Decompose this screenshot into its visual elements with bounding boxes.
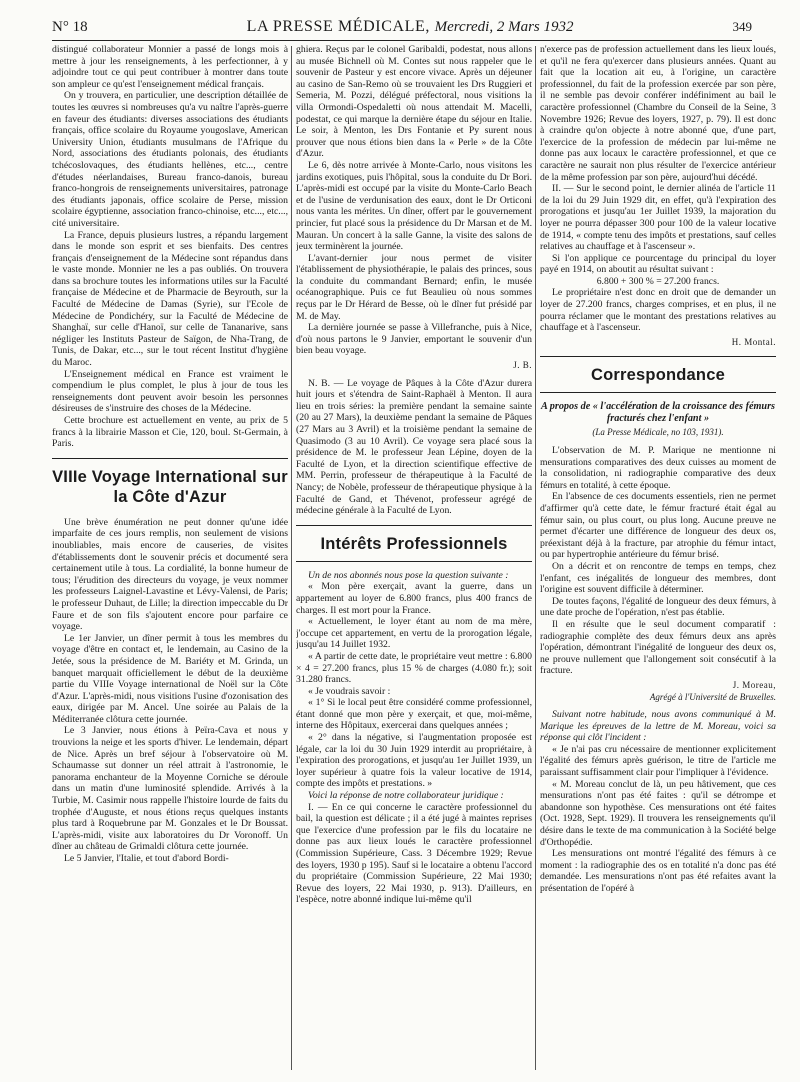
column-3 — [540, 44, 776, 1074]
paragraph: On y trouvera, en particulier, une description détaillée de toutes les œuvres si nombreuses qu'a vu naître l'après-guerre en faveur des étudiants: diverses associations des étudiants français, office scolaire du Royaume yougoslave, American University Union, étudiants musulmans de l'Afrique du Nord, associations des étudiants polonais, des étudiants tchécoslovaques, des étudiants hellènes, etc..., centre d'études néerlandaises, Bureau franco-danois, bureau franco-hongrois de renseignements universitaires, patronage des étudiants japonais, office scolaire de Perse, mission scolaire égyptienne, association franco-chinoise, etc..., etc..., cité universitaire. — [52, 90, 288, 229]
paragraph: « Mon père exerçait, avant la guerre, dans un appartement au loyer de 6.800 francs, plus 400 francs de charges. Il est mort pour la France. — [296, 581, 532, 616]
paragraph: On a décrit et on rencontre de temps en temps, chez l'enfant, ces inégalités de longueur des membres, dont l'origine est souvent difficile à déterminer. — [540, 560, 776, 596]
journal-masthead — [247, 18, 574, 36]
paragraph: Une brève énumération ne peut donner qu'une idée imparfaite de ces jours remplis, non seulement de visions inoubliables, mais encore de causeries, de visites d'établissements dont le souvenir précis et documenté sera certainement utile à tous. La cordialité, la bonne humeur de tous; l'érudition des directeurs du voyage, je veux nommer les professeurs Laignel-Lavastine et Lévy-Valensi, de Paris; le professeur Duhaut, de Lille; la direction impeccable du Dr Faure et de son fils s'ajoutent encore pour parfaire ce voyage. — [52, 516, 288, 633]
paragraph: n'exerce pas de profession actuellement dans les lieux loués, et qu'il ne fera qu'exercer dans plusieurs années. Quant au fait que la location ait eu, à l'origine, un caractère professionnel, du fait de la profession exercée par son père, il ne semble pas devoir conférer indéfiniment au bail le caractère professionnel (Chambre du Conseil de la Seine, 3 Novembre 1926; Revue des loyers, 1927, p. 79). Il est donc à craindre qu'on objecte à notre abonné que, d'une part, l'exercice de la profession de médecin par lui-même ne donne pas aux locaux le caractère professionnel, et que ce caractère ne saurait non plus résulter de l'exercice antérieur de la même profession par son père, aujourd'hui décédé. — [540, 44, 776, 183]
paragraph: distingué collaborateur Monnier a passé de longs mois à mettre à jour les renseignements, à les perfectionner, à y adjoindre tout ce qui peut contribuer à montrer dans toute son ampleur ce qu'est l'enseignement médical français. — [52, 44, 288, 90]
formula: 6.800 + 300 % = 27.200 francs. — [596, 275, 720, 287]
paragraph: Cette brochure est actuellement en vente, au prix de 5 francs à la librairie Masson et Cie, 120, boul. St-Germain, à Paris. — [52, 415, 288, 450]
column-divider — [535, 46, 536, 1070]
signature: H. Montal. — [731, 336, 776, 347]
paragraph: Le 1er Janvier, un dîner permit à tous les membres du voyage d'être en contact et, le lendemain, au Casino de la Jetée, sous la présidence de M. Bariéty et M. Grinda, un banquet marquait officiellement le début de la deuxième partie du VIIIe Voyage international de Noël sur la Côte d'Azur. L'après-midi, nous visitions l'usine d'ozonisation des eaux, dirigée par M. Ancel. Une soirée au Palais de la Méditerranée clôtura cette journée. — [52, 632, 288, 725]
section-title: Intérêts Professionnels — [296, 525, 532, 562]
paragraph: « Actuellement, le loyer étant au nom de ma mère, j'occupe cet appartement, en vertu de la prorogation légale, jusqu'au 14 Juillet 1932. — [296, 616, 532, 651]
page-header — [52, 18, 752, 41]
column-2 — [296, 44, 532, 1074]
paragraph: L'Enseignement médical en France est vraiment le compendium le plus complet, le plus à jour de tous les renseignements dont peuvent avoir besoin les personnes désireuses de s'instruire des choses de la Médecine. — [52, 368, 288, 415]
intro-text: Un de nos abonnés nous pose la question suivante : — [308, 569, 509, 581]
paragraph: I. — En ce qui concerne le caractère professionnel du bail, la question est délicate ; il a été jugé à maintes reprises que l'exercice d'une profession par le fils du locataire ne donne pas aux lieux loués le caractère professionnel (Commission Supérieure, Cass. 3 Décembre 1929; Revue des loyers, 1930 p 195). Sauf si le locataire a obtenu l'accord du propriétaire (Commission Supérieure, 22 Mai 1930; Revue des loyers, 22 Mai 1930, p. 913). D'ailleurs, en l'espèce, notre abonné indique lui-même qu'il — [296, 801, 532, 906]
paragraph: Le 3 Janvier, nous étions à Peïra-Cava et nous y trouvions la neige et les sports d'hiver. Le lendemain, départ de Nice. Après un bref séjour à l'observatoire où M. Schaumasse sut donner un réel attrait à l'astronomie, le panorama enchanteur de la Moyenne Corniche se déroule dans un matin d'une luminosité splendide. Arrivés à la Turbie, M. Casimir nous rappelle l'histoire lourde de faits du trophée d'Auguste, et nous étions reçus quelques instants plus tard à Roquebrune par M. Gonzales et le Dr Boussat. L'après-midi, visite aux laboratoires du Dr Voronoff. Un dîner au château de Grimaldi clôtura cette journée. — [52, 725, 288, 853]
paragraph: Le propriétaire n'est donc en droit que de demander un loyer de 27.200 francs, charges comprises, et en plus, il ne pourra réclamer que le montant des prestations relatives au chauffage et à l'ascenseur. — [540, 287, 776, 334]
article-title: VIIIe Voyage International sur la Côte d'Azur — [52, 458, 288, 507]
column-1 — [52, 44, 288, 1074]
paragraph: « 2° dans la négative, si l'augmentation proposée est légale, car la loi du 30 Juin 1929 interdit au propriétaire, à l'expiration des prorogations, et jusqu'au 1er Juillet 1939, un loyer supérieur à quatre fois la valeur locative de 1914, compte des impôts et prestations. » — [296, 732, 532, 790]
paragraph: De toutes façons, l'égalité de longueur des deux fémurs, à une date proche de l'opération, n'est pas établie. — [540, 595, 776, 619]
section-title: Correspondance — [540, 356, 776, 393]
editor-note: Suivant notre habitude, nous avons communiqué à M. Marique les épreuves de la lettre de M. Moreau, voici sa réponse qui clôt l'incident : — [540, 709, 776, 744]
letter-reference: (La Presse Médicale, no 103, 1931). — [592, 427, 724, 438]
paragraph: L'avant-dernier jour nous permet de visiter l'établissement de physiothérapie, le palais des princes, sous la conduite du commandant Bernard; enfin, le musée océanographique. Puis ce fut Beaulieu où nous sommes reçus par le Dr Hérard de Besse, où le dîner fut présidé par M. de May. — [296, 252, 532, 322]
paragraph: Si l'on applique ce pourcentage du principal du loyer payé en 1914, on aboutit au résultat suivant : — [540, 252, 776, 276]
paragraph: « A partir de cette date, le propriétaire veut mettre : 6.800 × 4 = 27.200 francs, plus 15 % de charges (4.080 fr.); soit 31.280 francs. — [296, 650, 532, 686]
paragraph: La dernière journée se passe à Villefranche, puis à Nice, d'où nous partons le 9 Janvier, emportant le souvenir d'un bien beau voyage. — [296, 322, 532, 357]
journal-title: LA PRESSE MÉDICALE, — [246, 18, 431, 35]
issue-date: Mercredi, 2 Mars 1932 — [434, 19, 574, 35]
paragraph: Le 5 Janvier, l'Italie, et tout d'abord Bordi- — [64, 853, 229, 864]
paragraph: ghiera. Reçus par le colonel Garibaldi, podestat, nous allons au musée Bichnell où M. Contes sut nous rappeler que le souvenir de Pasteur y est encore vivace. Après un déjeuner au casino de San-Remo où se trouvaient les Drs Ruggieri et Semeria, M. Pozzi, délégué préfectoral, nous visitions la villa Ormondi-Ospedaletti où nous attendait M. Macelli, podestat, ce qui marque la dernière étape du séjour en Italie. Le soir, à Menton, les Drs Fontanie et Py surent nous prouver que nous étions bien dans la « Perle » de la Côte d'Azur. — [296, 44, 532, 160]
letter-title: A propos de « l'accélération de la croissance des fémurs fracturés chez l'enfant » — [540, 401, 775, 425]
issue-number: N° 18 — [52, 19, 88, 35]
paragraph: N. B. — Le voyage de Pâques à la Côte d'Azur durera huit jours et s'étendra de Saint-Raphaël à Menton. Il aura lieu en trois séries: la première pendant la semaine sainte (20 au 27 Mars), la deuxième pendant la semaine de Pâques (27 Mars au 3 Avril) et la troisième pendant la semaine de Quasimodo (3 au 10 Avril). Ce voyage sera placé sous la présidence de M. le professeur Jean Lépine, doyen de la Faculté de Lyon, et la direction scientifique effective de MM. Perrin, professeur de thérapeutique à la Faculté de Nancy; de Nobèle, professeur de thérapeutique physique à la Faculté de Gand, et Thévenot, professeur agrégé de médecine générale à la Faculté de Lyon. — [296, 377, 532, 517]
paragraph: Les mensurations ont montré l'égalité des fémurs à ce moment : la radiographie des os en totalité n'a donc pas été demandée. Les mensurations n'ont pas été refaites avant la présentation de l'opéré à — [540, 848, 776, 894]
paragraph: II. — Sur le second point, le dernier alinéa de l'article 11 de la loi du 29 Juin 1929 dit, en effet, qu'à l'expiration des prorogations et jusqu'au 1er Juillet 1939, la majoration du loyer ne pourra dépasser 300 pour 100 de la valeur locative de 1914, « compte tenu des impôts et prestations, sauf celles relatives au chauffage et à l'ascenseur ». — [540, 183, 776, 253]
signature: J. B. — [513, 360, 532, 371]
reply-intro: Voici la réponse de notre collaborateur juridique : — [308, 790, 504, 802]
signature-affiliation: Agrégé à l'Université de Bruxelles. — [649, 691, 776, 702]
paragraph: Il en résulte que le seul document comparatif : radiographie complète des deux fémurs deux ans après l'opération, démontrant l'inégalité de longueur des deux os, ne prouve nullement que l'allongement soit consécutif à la fracture. — [540, 618, 776, 677]
paragraph: L'observation de M. P. Marique ne mentionne ni mensurations comparatives des deux cuisses au moment de la consolidation, ni radiographie comparative des deux fémurs en totalité, à cette époque. — [540, 445, 776, 491]
paragraph: « Je n'ai pas cru nécessaire de mentionner explicitement l'égalité des fémurs après guérison, le titre de l'article me paraissant suffisamment clair pour l'impliquer à l'évidence. — [540, 743, 776, 779]
paragraph: « M. Moreau conclut de là, un peu hâtivement, que ces mensurations n'ont pas été faites : qu'il se détrompe et abandonne son hypothèse. Ces mensurations ont été faites (Oct. 1928, Sept. 1929). Il trouvera les renseignements qu'il désire dans le texte de ma communication à la Société belge d'Orthopédie. — [540, 778, 776, 848]
column-divider — [291, 46, 292, 1070]
paragraph: La France, depuis plusieurs lustres, a répandu largement dans le monde son esprit et ses bienfaits. Des centres français d'enseignement de la Médecine sont répandus dans le vaste monde. Monnier ne les a pas oubliés. On trouvera dans sa brochure toutes les informations utiles sur la Faculté française de Médecine et de Pharmacie de Beyrouth, sur la Faculté de Médecine de Damas (Syrie), sur l'Ecole de Médecine de Pondichéry, sur la Faculté de Médecine de Shanghaï, sur celle d'Hanoï, sur celle de Tananarive, sans négliger les Instituts Pasteur de Saïgon, de Nha-Trang, de Tunis, de Dakar, etc..., sur le tout récent Institut d'hygiène du Maroc. — [52, 229, 288, 369]
paragraph: Le 6, dès notre arrivée à Monte-Carlo, nous visitons les jardins exotiques, puis l'hôpital, sous la conduite du Dr Bori. L'après-midi est occupé par la visite du Monte-Carlo Beach et de l'usine de verdunisation des eaux, dont le Dr Orticoni nous vanta les mérites. Un dîner, offert par le gouvernement princier, fut placé sous la présidence du Dr Marsan et de M. Mauran. Un concert à la salle Ganne, la visite des salons de jeux terminèrent la journée. — [296, 159, 532, 253]
page-number: 349 — [732, 19, 752, 34]
paragraph: « Je voudrais savoir : — [308, 685, 391, 697]
paragraph: En l'absence de ces documents essentiels, rien ne permet d'affirmer qu'à cette date, le fémur fracturé était égal au fémur sain, ou plus court, ou plus long. Aucune preuve ne permet d'écarter une différence de longueur des deux os, préexistant déjà à la fracture, par atrophie du fémur intact, ou par hypertrophie antérieure du fémur brisé. — [540, 491, 776, 561]
paragraph: « 1° Si le local peut être considéré comme professionnel, étant donné que mon père y exerçait, et que, moi-même, interne des Hôpitaux, exercerai dans quelques années ; — [296, 697, 532, 732]
signature: J. Moreau, — [732, 679, 776, 690]
